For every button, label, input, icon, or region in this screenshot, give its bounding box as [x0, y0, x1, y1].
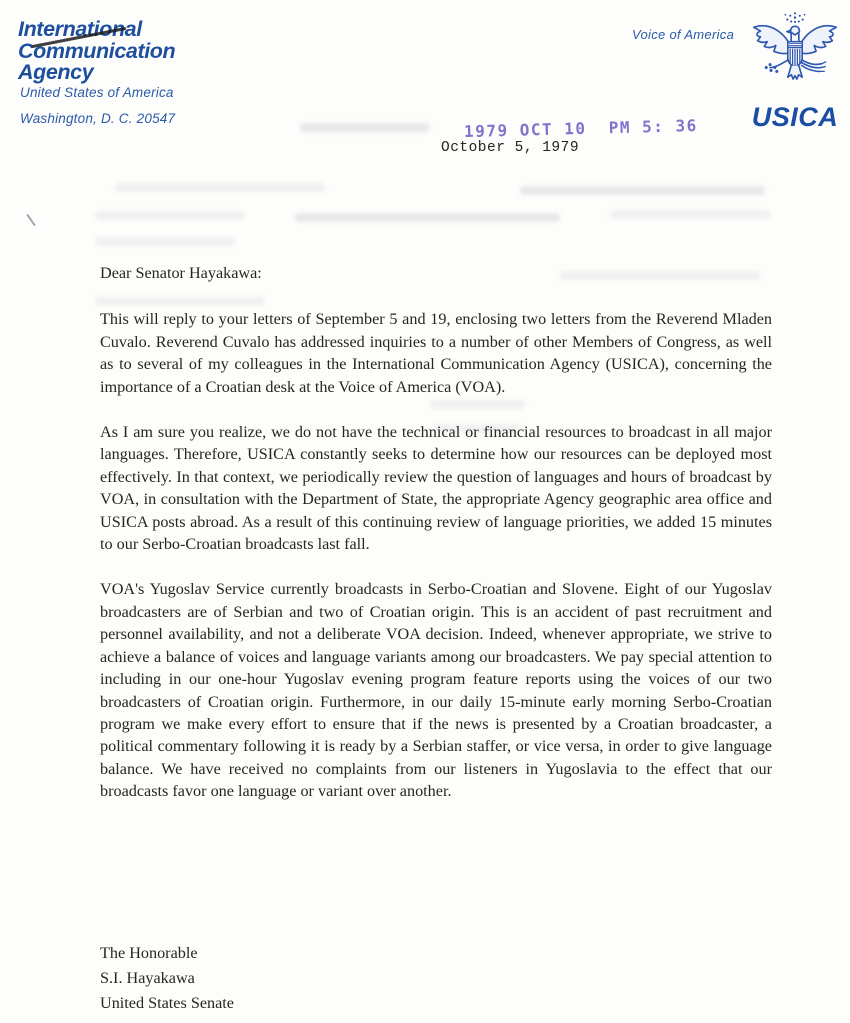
paragraph-2: As I am sure you realize, we do not have the technical or financial resources to broadcast in all major languages. Therefore, USICA constantly seeks to determine how our resources can be deployed most effectively. In that context, we periodically review the question of languages and hours of broadcast by VOA, in consultation with the Department of State, the appropriate Agency geographic area office and USICA posts abroad. As a result of this continuing review of language priorities, we added 15 minutes to our Serbo-Croatian broadcasts last fall.: [100, 423, 772, 554]
recipient-line-3: United States Senate: [100, 994, 234, 1012]
recipient-line-2: S.I. Hayakawa: [100, 969, 195, 987]
recipient-line-1: The Honorable: [100, 944, 198, 962]
received-date-stamp: 1979 OCT 10 PM 5: 36: [463, 115, 699, 142]
voice-of-america-label: Voice of America: [632, 27, 735, 42]
agency-logo: [18, 19, 175, 84]
letter-body: [100, 262, 772, 826]
salutation: Dear Senator Hayakawa:: [100, 264, 262, 282]
agency-logo-line-2: Communication: [18, 38, 176, 63]
agency-seal: [746, 10, 844, 130]
bleed-through-mark: [520, 186, 765, 195]
agency-logo-line-1: International: [18, 17, 142, 41]
letterhead-tagline: United States of America: [20, 85, 174, 100]
agency-logo-line-3: Agency: [18, 60, 94, 84]
bleed-through-mark: [610, 210, 770, 219]
seal-usica-label: USICA: [751, 102, 839, 132]
paragraph-1: This will reply to your letters of September 5 and 19, enclosing two letters from the Reverend Mladen Cuvalo. Reverend Cuvalo has addressed inquiries to a number of other Members of Congress, as well as to several of my colleagues in the International Communication Agency (USICA), concerning the importance of a Croatian desk at the Voice of America (VOA).: [100, 310, 772, 396]
bleed-through-mark: [95, 237, 235, 246]
bleed-through-mark: [95, 211, 245, 220]
bleed-through-mark: [300, 123, 430, 132]
letter-date: October 5, 1979: [441, 140, 580, 156]
letterhead-address: Washington, D. C. 20547: [20, 111, 176, 126]
bleed-through-mark: [115, 183, 325, 192]
recipient-address-block: [100, 941, 234, 1016]
eagle-seal-icon: [746, 10, 844, 104]
bleed-through-mark: [295, 213, 560, 222]
paragraph-3: VOA's Yugoslav Service currently broadcasts in Serbo-Croatian and Slovene. Eight of our Yugoslav broadcasters are of Serbian and two of Croatian origin. This is an accident of past recruitment and personnel availability, and not a deliberate VOA decision. Indeed, whenever appropriate, we strive to achieve a balance of voices and language variants among our broadcasters. We pay special attention to including in our one-hour Yugoslav evening program feature reports using the voices of our two broadcasters of Croatian origin. Furthermore, in our daily 15-minute early morning Serbo-Croatian program we make every effort to ensure that if the news is presented by a Croatian broadcaster, a political commentary following it is ready by a Serbian staffer, or vice versa, in order to give language balance. We have received no complaints from our listeners in Yugoslavia to the effect that our broadcasts favor one language or variant over another.: [100, 580, 772, 801]
stray-pen-mark: [26, 214, 36, 227]
